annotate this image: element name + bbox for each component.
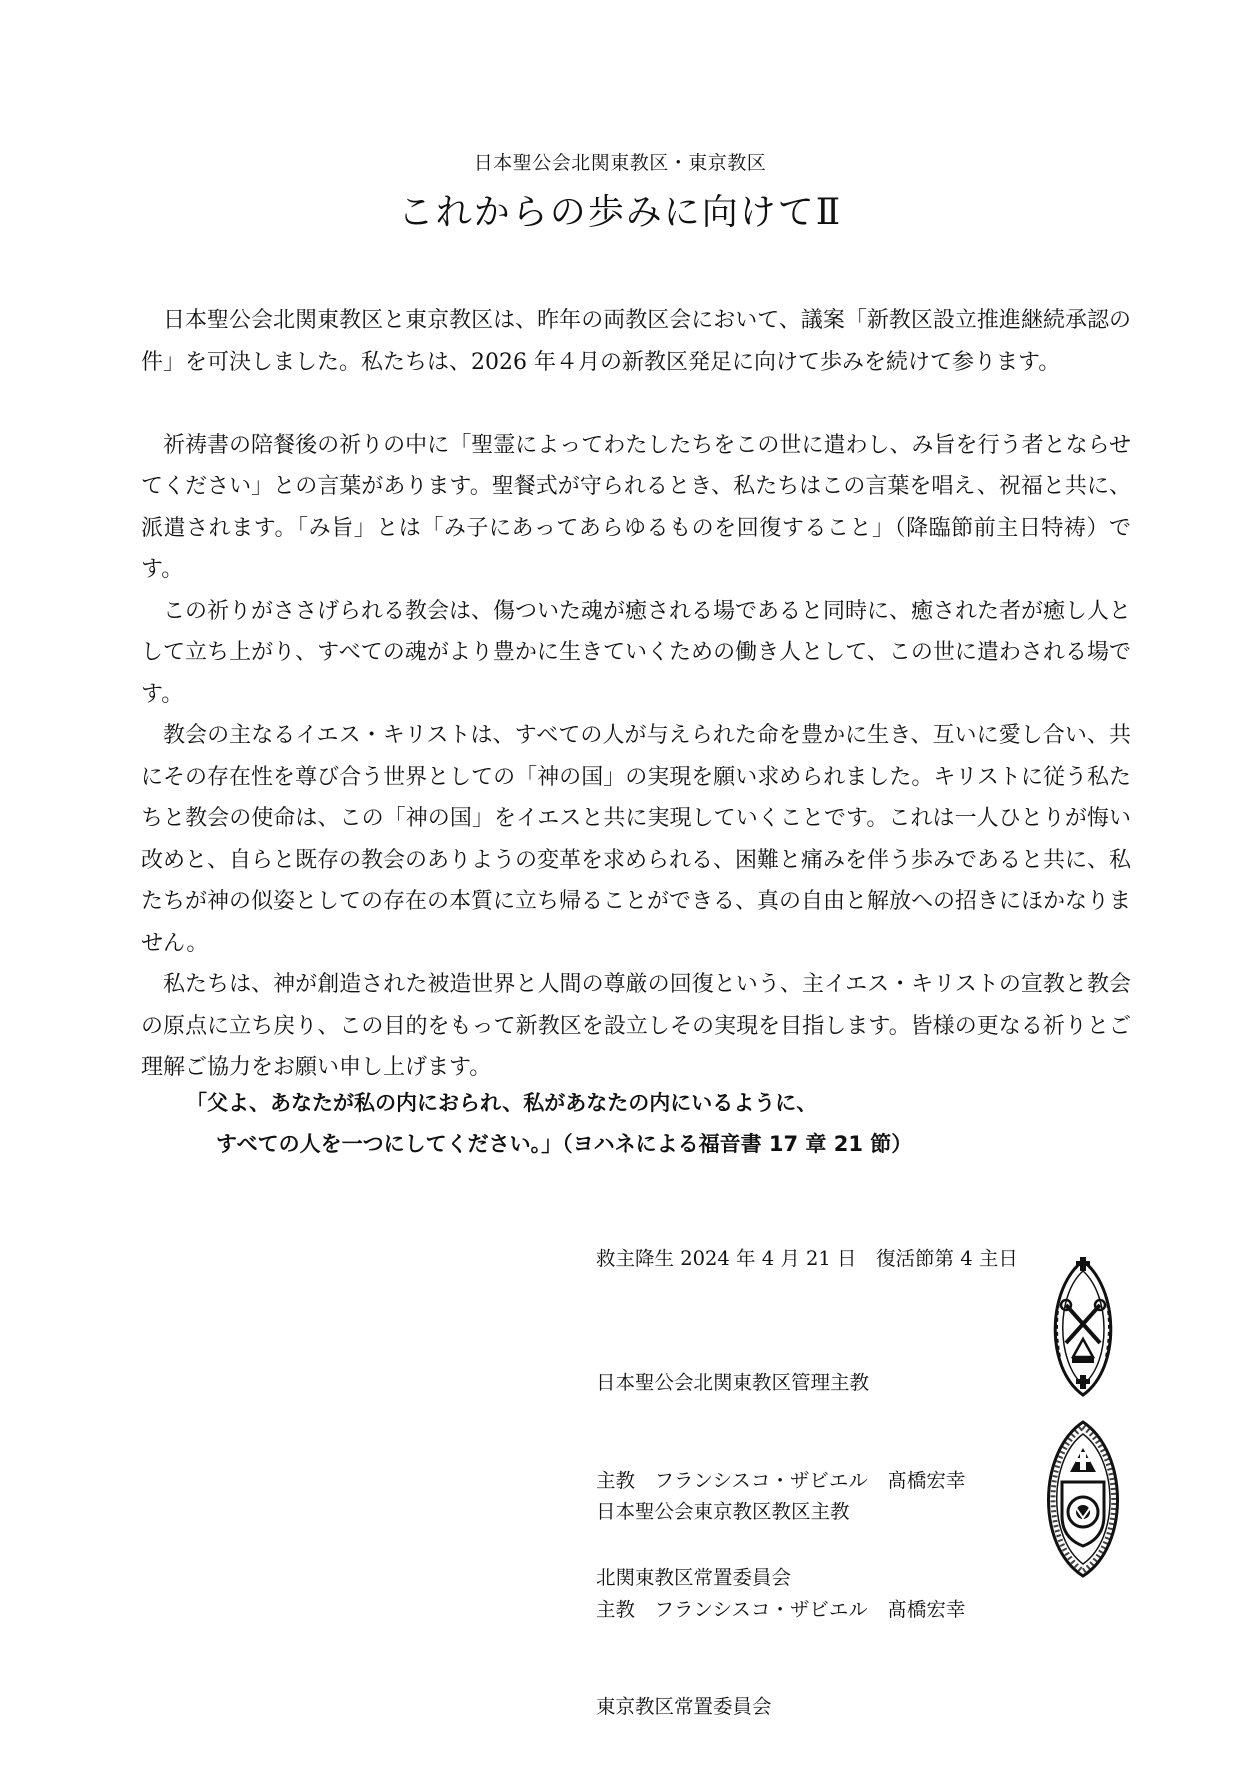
diocese-seal-kita-kanto-icon — [1040, 1257, 1126, 1399]
signature-committee: 東京教区常置委員会 — [596, 1695, 772, 1718]
paragraph-2: 祈祷書の陪餐後の祈りの中に「聖霊によってわたしたちをこの世に遣わし、み旨を行う者とならせてください」との言葉があります。聖餐式が守られるとき、私たちはこの言葉を唱え、祝福と共に、派遣されます。「み旨」とは「み子にあってあらゆるものを回復すること」（降臨節前主日特祷）です。 — [141, 432, 1131, 582]
scripture-quote — [186, 1083, 1086, 1165]
paragraph-1: 日本聖公会北関東教区と東京教区は、昨年の両教区会において、議案「新教区設立推進継続承認の件」を可決しました。私たちは、2026 年４月の新教区発足に向けて歩みを続けて参ります。 — [141, 308, 1131, 375]
signature-name: 主教 フランシスコ・ザビエル 髙橋宏幸 — [596, 1468, 966, 1492]
quote-line-1: 「父よ、あなたが私の内におられ、私があなたの内にいるように、 — [186, 1091, 818, 1115]
page-title: これからの歩みに向けてⅡ — [397, 192, 843, 233]
signature-title: 日本聖公会東京教区教区主教 — [596, 1500, 850, 1523]
diocese-seal-tokyo-icon — [1032, 1418, 1134, 1580]
signature-date: 救主降生 2024 年 4 月 21 日 復活節第 4 主日 — [596, 1247, 1018, 1270]
signature-committee: 北関東教区常置委員会 — [596, 1566, 792, 1589]
paragraph-4: 教会の主なるイエス・キリストは、すべての人が与えられた命を豊かに生き、互いに愛し合い、共にその存在性を尊び合う世界としての「神の国」の実現を願い求められました。キリストに従う私たちと教会の使命は、この「神の国」をイエスと共に実現していくことです。これは一人ひとりが悔い改めと、自らと既存の教会のありようの変革を求められる、困難と痛みを伴う歩みであると共に、私たちが神の似姿としての存在の本質に立ち帰ることができる、真の自由と解放への招きにほかなりません。 — [141, 723, 1132, 956]
signature-title: 日本聖公会北関東教区管理主教 — [596, 1371, 870, 1394]
quote-line-2: すべての人を一つにしてください。」（ヨハネによる福音書 17 章 21 節） — [216, 1132, 913, 1156]
header-organization: 日本聖公会北関東教区・東京教区 — [473, 152, 767, 174]
paragraph-3: この祈りがささげられる教会は、傷ついた魂が癒される場であると同時に、癒された者が癒し人として立ち上がり、すべての魂がより豊かに生きていくための働き人として、この世に遣わされる場です。 — [141, 598, 1132, 707]
paragraph-5: 私たちは、神が創造された被造世界と人間の尊厳の回復という、主イエス・キリストの宣教と教会の原点に立ち戻り、この目的をもって新教区を設立しその実現を目指します。皆様の更なる祈りとご理解ご協力をお願い申し上げます。 — [141, 972, 1131, 1080]
letter-body — [141, 300, 1131, 1089]
signature-block-tokyo — [596, 1431, 965, 1789]
signature-name: 主教 フランシスコ・ザビエル 髙橋宏幸 — [596, 1597, 966, 1621]
